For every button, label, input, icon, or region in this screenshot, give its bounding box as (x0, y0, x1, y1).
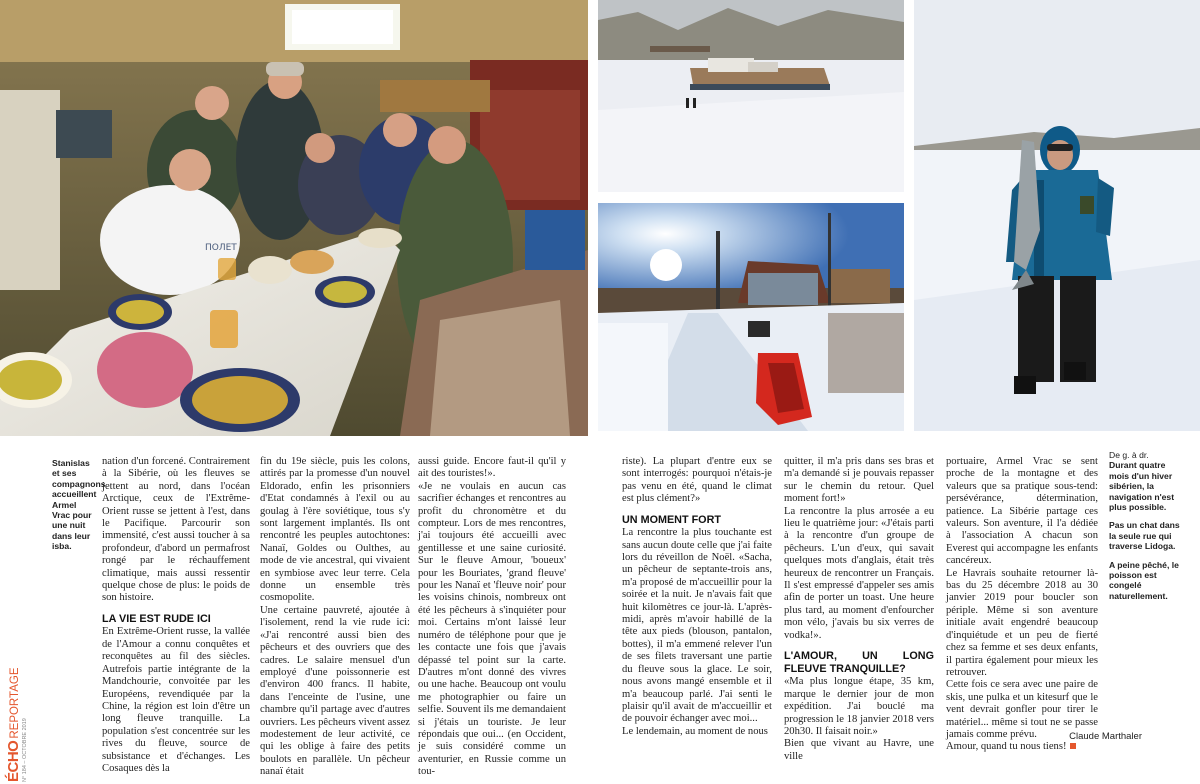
caption-village-street: Pas un chat dans la seule rue qui traverse Lidoga. (1109, 520, 1180, 552)
caption-left (52, 458, 106, 560)
article-paragraph: La rencontre la plus arrosée a eu lieu le quatrième jour: «J'étais parti à la rencontre d'un groupe de pêcheurs. L'un d'eux, qui savait quelques mots d'anglais, était très heureux de rencontrer un Français. Il s'est empressé d'appeler ses amis afin de porter un toast. Une heure plus tard, au moment d'enfourcher mon vélo, j'avais bu six verres de vodka!». (784, 505, 934, 641)
article-column-5 (784, 456, 934, 763)
article-paragraph: La rencontre la plus touchante est sans aucun doute celle que j'ai faite lors du réveillon de Noël. «Sacha, un pêcheur de septante-trois ans, m'a proposé de m'accueillir pour la soirée et la nuit. Je n'avais fait que huit kilomètres ce jour-là. L'après-midi, après m'avoir habillé de la tête aux pieds (blouson, pantalon, bottes), il m'a emmené relever l'un de ses filets traversant une partie du fleuve sous la glace. Le soir, nous avons mangé ensemble et il m'a beaucoup parlé. J'ai senti le plaisir qu'il avait de m'accueillir et de pouvoir échanger avec moi... (622, 527, 772, 725)
section-heading: UN MOMENT FORT (622, 513, 721, 526)
article-column-3 (418, 456, 566, 779)
magazine-logo: ÉCHO (5, 740, 22, 782)
author-signature (1069, 731, 1142, 742)
caption-dinner: Stanislas et ses compagnons accueillent Armel Vrac pour une nuit dans leur isba. (52, 458, 106, 552)
dinner-scene-image (0, 0, 588, 436)
photo-frozen-river-boat (598, 0, 904, 192)
magazine-spine (5, 660, 31, 782)
article-paragraph: fin du 19e siècle, puis les colons, attirés par la promesse d'un nouvel Eldorado, enfin les prisonniers d'Etat condamnés à l'exil ou au goulag à l'ère soviétique, tous s'y sont largement implantés. Ils ont rencontré les peuples autochtones: Nanaï, Goldes ou Oulthes, au mode de vie ancestral, qui vivaient en symbiose avec leur terre. Cela donne un ensemble très cosmopolite. (260, 456, 410, 604)
article-paragraph: En Extrême-Orient russe, la vallée de l'Amour a connu conquêtes et reconquêtes au fil des siècles. Autrefois partie intégrante de la Mandchourie, convoitée par les Européens, revendiquée par la Chine, la région est loin d'être un long fleuve tranquille. La population s'est concentrée sur les rives du fleuve, source de subsistance et d'échanges. Les Cosaques dès la (102, 626, 250, 774)
article-paragraph: «Ma plus longue étape, 35 km, marque le dernier jour de mon expédition. J'ai bouclé ma progression le 18 janvier 2018 vers 20h30. Il faisait noir.» (784, 676, 934, 737)
article-paragraph: Une certaine pauvreté, ajoutée à l'isolement, rend la vie rude ici: «J'ai rencontré aussi bien des pêcheurs et des ouvriers que des cadres. Le salaire mensuel d'un employé d'une poissonnerie est d'environ 400 francs. Il habite, dans l'enceinte de l'usine, une chambre qu'il partage avec d'autres ouvriers. Les pêcheurs vivent assez modestement de leur activité, ce qui les oblige à faire des petits boulots en parallèle. Un pêcheur nanaï était (260, 604, 410, 778)
frozen-river-image (598, 0, 904, 192)
article-paragraph: Amour, quand tu nous tiens! (946, 741, 1098, 753)
article-paragraph: Le lendemain, au moment de nous (622, 725, 768, 737)
caption-frozen-fish: A peine pêché, le poisson est congelé naturellement. (1109, 559, 1179, 601)
village-street-image (598, 203, 904, 431)
article-paragraph: aussi guide. Encore faut-il qu'il y ait des touristes!». (418, 456, 566, 480)
photo-man-with-fish (914, 0, 1200, 431)
spine-text (5, 660, 31, 782)
article-paragraph: quitter, il m'a pris dans ses bras et m'a demandé si je pouvais repasser sur le chemin du retour. Quel moment fort!» (784, 456, 934, 505)
article-paragraph: Le Havrais souhaite retourner là-bas du 25 décembre 2018 au 30 janvier 2019 pour boucler son périple. Même si son aventure initiale avait engendré beaucoup d'inquiétude et un peu de fierté chez sa femme et ses deux enfants, il partira également pour mieux les retrouver. (946, 567, 1098, 678)
photo-dinner-isba (0, 0, 588, 436)
section-label: REPORTAGE (9, 667, 21, 739)
article-paragraph: riste). La plupart d'entre eux se sont interrogés: pourquoi n'étais-je pas venu en été, quand le climat est plus clément?» (622, 456, 772, 505)
article-paragraph: portuaire, Armel Vrac se sent proche de la montagne et des valeurs que sa pratique sous-tend: persévérance, détermination, patience. La Sibérie partage ces valeurs. Son aventure, il l'a dédiée à l'association A chacun son Everest qui accompagne les enfants cancéreux. (946, 456, 1098, 567)
issue-number: N° 184 – OCTOBRE 2019 (22, 718, 28, 782)
article-column-2 (260, 456, 410, 779)
tshirt-print: ПОЛЕТ (205, 243, 237, 253)
article-column-6 (946, 456, 1098, 754)
caption-frozen-river: Durant quatre mois d'un hiver sibérien, la navigation n'est plus possible. (1109, 460, 1175, 513)
caption-order: De g. à dr. (1109, 450, 1149, 460)
article-paragraph: Bien que vivant au Havre, une ville (784, 738, 934, 762)
article-paragraph: Cette fois ce sera avec une paire de skis, une pulka et un kitesurf que le vent devrait gonfler pour tirer le matériel... même si tout ne se passe jamais comme prévu. (946, 679, 1098, 740)
man-fish-image (914, 0, 1200, 431)
section-heading: LA VIE EST RUDE ICI (102, 612, 211, 625)
article-column-1 (102, 456, 250, 775)
author-name: Claude Marthaler (1069, 731, 1142, 742)
section-heading: L'AMOUR, UN LONG FLEUVE TRANQUILLE? (784, 650, 934, 675)
article-paragraph: «Je ne voulais en aucun cas sacrifier échanges et rencontres au profit du chronomètre et du compteur. Lors de mes rencontres, j'ai toujours été accueilli avec gentillesse et une saine curiosité. Sur le fleuve Amour, 'boueux' pour les Bouriates, 'grand fleuve' pour les Nanaï et 'fleuve noir' pour les voisins chinois, nombreux ont été les pêcheurs à s'inquiéter pour moi. Certains m'ont laissé leur numéro de téléphone pour que je les contacte une fois que j'avais dépassé tel point sur la carte. D'autres m'ont donné des vivres ou une hache. Beaucoup ont voulu me photographier ou faire un selfie. Souvent ils me demandaient si j'étais un touriste. Je leur répondais que oui... (en Occident, je suis considéré comme un aventurier, en Russie comme un tou- (418, 480, 566, 778)
article-column-4 (622, 456, 772, 738)
article-paragraph: nation d'un forcené. Contrairement à la Sibérie, où les fleuves se jettent au nord, dans l'océan Arctique, ceux de l'Extrême-Orient russe se jettent à l'est, dans le Pacifique. Parcourir son immensité, c'est aussi toucher à sa profondeur, d'abord un permafrost rongé par le réchauffement climatique, mais aussi ressentir quelque chose de plus: le poids de son histoire. (102, 456, 250, 604)
end-of-article-mark (1070, 743, 1076, 749)
photo-village-street (598, 203, 904, 431)
caption-right (1109, 450, 1187, 609)
